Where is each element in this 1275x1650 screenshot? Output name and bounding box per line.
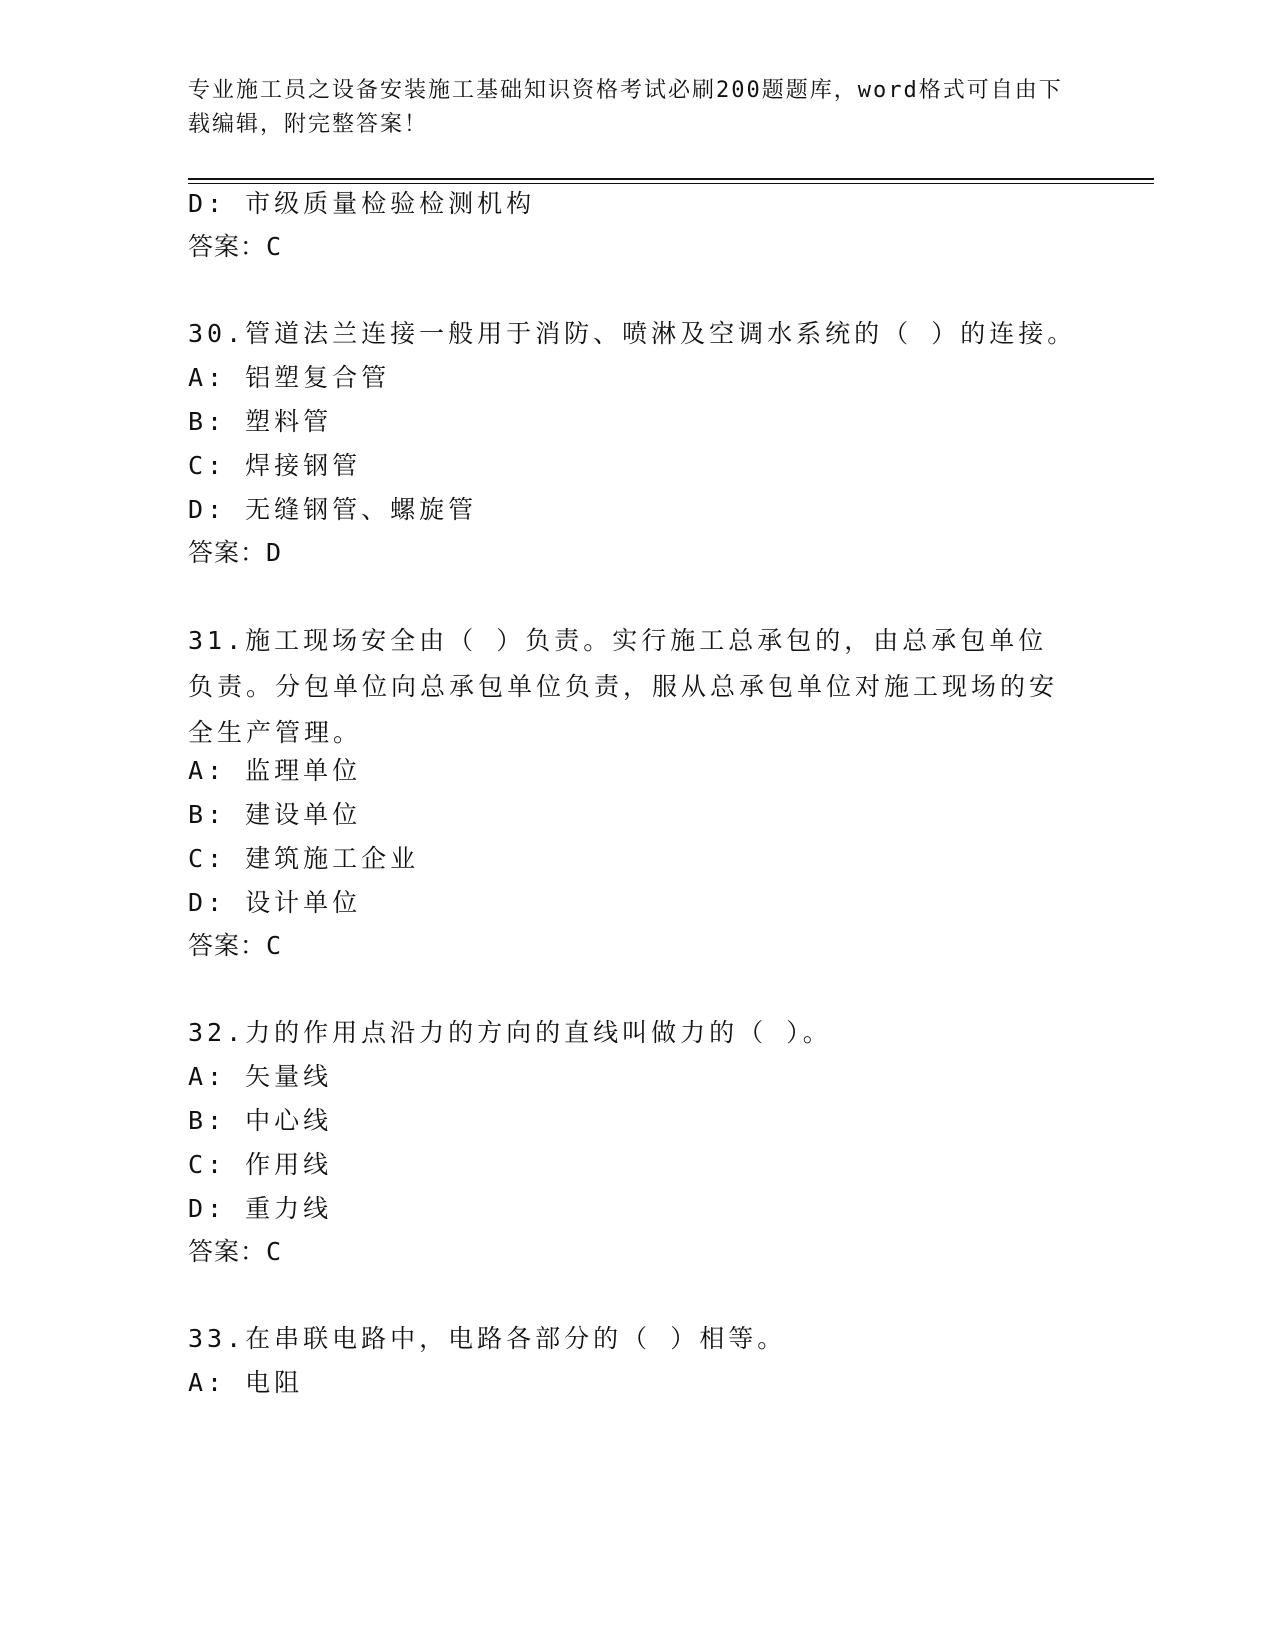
q33-option-a: A: 电阻 [188, 1368, 304, 1397]
q31-option-b: B: 建设单位 [188, 800, 362, 829]
prev-answer: 答案：C [188, 232, 283, 261]
q31-option-c: C: 建筑施工企业 [188, 844, 420, 873]
q31-stem: 31.施工现场安全由（ ）负责。实行施工总承包的，由总承包单位负责。分包单位向总承包单位负责，服从总承包单位对施工现场的安全生产管理。 [188, 626, 1059, 747]
q32-stem: 32.力的作用点沿力的方向的直线叫做力的（ ）。 [188, 1018, 832, 1047]
q32-option-d: D: 重力线 [188, 1194, 333, 1223]
header-divider-thin [188, 183, 1154, 184]
document-header-title: 专业施工员之设备安装施工基础知识资格考试必刷200题题库，word格式可自由下载编辑，附完整答案！ [188, 78, 1063, 137]
q30-option-a: A: 铝塑复合管 [188, 363, 391, 392]
q32-option-c: C: 作用线 [188, 1150, 333, 1179]
q31-answer: 答案：C [188, 931, 283, 960]
q30-answer: 答案：D [188, 538, 283, 567]
q32-option-b: B: 中心线 [188, 1106, 333, 1135]
q31-option-d: D: 设计单位 [188, 888, 362, 917]
q30-stem: 30.管道法兰连接一般用于消防、喷淋及空调水系统的（ ）的连接。 [188, 319, 1077, 348]
q32-option-a: A: 矢量线 [188, 1062, 333, 1091]
q30-option-d: D: 无缝钢管、螺旋管 [188, 495, 478, 524]
q30-option-b: B: 塑料管 [188, 407, 333, 436]
q32-answer: 答案：C [188, 1237, 283, 1266]
header-divider-thick [188, 178, 1154, 180]
q30-option-c: C: 焊接钢管 [188, 451, 362, 480]
q31-option-a: A: 监理单位 [188, 756, 362, 785]
prev-option-d: D: 市级质量检验检测机构 [188, 189, 536, 218]
q33-stem: 33.在串联电路中，电路各部分的（ ）相等。 [188, 1324, 787, 1353]
